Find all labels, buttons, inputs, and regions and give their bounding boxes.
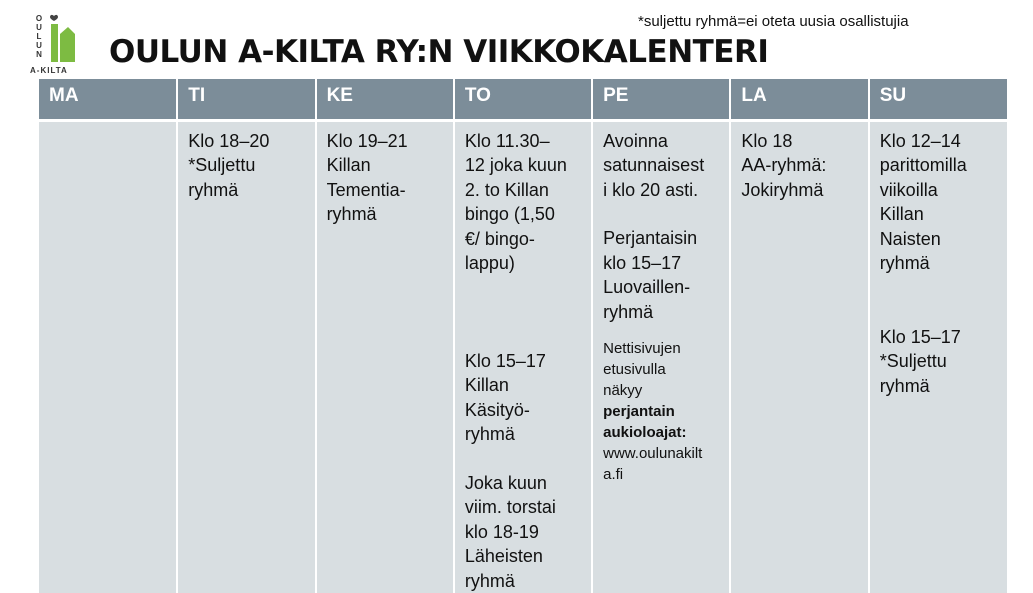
cell-su (869, 120, 1007, 593)
oulun-a-kilta-logo (30, 12, 80, 76)
cell-la-text: Klo 18 AA-ryhmä: Jokiryhmä (741, 129, 857, 203)
day-header-ma: MA (39, 79, 177, 120)
cell-ti (177, 120, 315, 593)
cell-ke-text: Klo 19–21 Killan Tementia- ryhmä (327, 129, 443, 227)
to-craft-group-event: Klo 15–17 Killan Käsityö- ryhmä (465, 349, 581, 447)
schedule-row (39, 120, 1007, 593)
day-header-la: LA (730, 79, 868, 120)
logo-vertical-text: O U L U N (34, 14, 44, 59)
to-relatives-group-event: Joka kuun viim. torstai klo 18-19 Läheisten ryhmä (465, 471, 581, 593)
day-header-ti: TI (177, 79, 315, 120)
cell-ma (39, 120, 177, 593)
page-title: OULUN A-KILTA RY:N VIIKKOKALENTERI (109, 34, 768, 70)
cell-ke (316, 120, 454, 593)
su-closed-group-event: Klo 15–17 *Suljettu ryhmä (880, 325, 997, 399)
day-header-pe: PE (592, 79, 730, 120)
su-womens-group-event: Klo 12–14 parittomilla viikoilla Killan Naisten ryhmä (880, 129, 997, 276)
pe-open-hours: Avoinna satunnaisest i klo 20 asti. (603, 129, 719, 203)
to-bingo-event: Klo 11.30– 12 joka kuun 2. to Killan bingo (1,50 €/ bingo- lappu) (465, 129, 581, 276)
cell-pe (592, 120, 730, 593)
weekday-header-row (39, 79, 1007, 120)
day-header-su: SU (869, 79, 1007, 120)
cell-la (730, 120, 868, 593)
weekly-calendar-table (39, 79, 1007, 593)
pe-creative-group-event: Perjantaisin klo 15–17 Luovaillen- ryhmä (603, 226, 719, 324)
logo-bottom-text: A-KILTA (30, 66, 82, 75)
cell-to (454, 120, 592, 593)
logo-house-icon (48, 12, 78, 64)
pe-website-note: Nettisivujen etusivulla näkyy (603, 338, 719, 401)
day-header-ke: KE (316, 79, 454, 120)
closed-group-note: *suljettu ryhmä=ei oteta uusia osallistujia (638, 13, 909, 30)
cell-ti-text: Klo 18–20 *Suljettu ryhmä (188, 129, 304, 203)
pe-website-url: www.oulunakilt a.fi (603, 443, 719, 485)
day-header-to: TO (454, 79, 592, 120)
pe-website-note-bold: perjantain aukioloajat: (603, 401, 719, 443)
